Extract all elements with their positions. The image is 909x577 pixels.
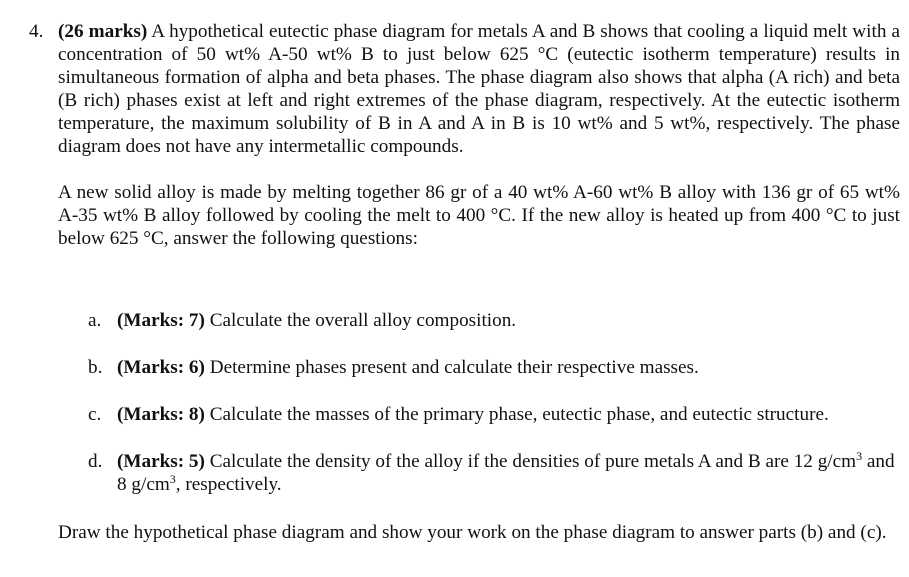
part-d — [88, 450, 900, 496]
part-d-marks: (Marks: 5) — [117, 451, 205, 472]
part-d-superscript-1: 3 — [856, 449, 863, 463]
part-d-text-middle: and 8 g/cm — [117, 451, 895, 495]
part-a-marks: (Marks: 7) — [117, 310, 205, 331]
part-a-text: Calculate the overall alloy composition. — [209, 310, 517, 331]
part-c-marks: (Marks: 8) — [117, 404, 205, 425]
part-c — [88, 403, 900, 426]
part-d-superscript-2: 3 — [169, 472, 176, 486]
part-a-letter: a. — [88, 310, 102, 331]
part-d-text-after: , respectively. — [175, 474, 282, 495]
question-body — [58, 20, 900, 250]
part-b — [88, 356, 900, 379]
intro-paragraph — [58, 20, 900, 158]
part-d-letter: d. — [88, 451, 103, 472]
closing-paragraph: Draw the hypothetical phase diagram and show your work on the phase diagram to answer parts (b) and (c). — [58, 522, 887, 543]
part-b-marks: (Marks: 6) — [117, 357, 205, 378]
alloy-paragraph: A new solid alloy is made by melting together 86 gr of a 40 wt% A-60 wt% B alloy with 136 gr of 65 wt% A-35 wt% B alloy followed by cooling the melt to 400 °C. If the new alloy is heated up from 400 °C to just below 625 °C, answer the following questions: — [58, 182, 900, 249]
question-number: 4. — [29, 21, 44, 42]
part-b-text: Determine phases present and calculate their respective masses. — [209, 357, 699, 378]
part-d-text-before: Calculate the density of the alloy if the densities of pure metals A and B are 12 g/cm — [209, 451, 857, 472]
part-a — [88, 309, 900, 332]
part-c-letter: c. — [88, 404, 102, 425]
intro-text: A hypothetical eutectic phase diagram for metals A and B shows that cooling a liquid melt with a concentration of 50 wt% A-50 wt% B to just below 625 °C (eutectic isotherm temperature) results in simultaneous formation of alpha and beta phases. The phase diagram also shows that alpha (A rich) and beta (B rich) phases exist at left and right extremes of the phase diagram, respectively. At the eutectic isotherm temperature, the maximum solubility of B in A and A in B is 10 wt% and 5 wt%, respectively. The phase diagram does not have any intermetallic compounds. — [58, 21, 900, 157]
total-marks: (26 marks) — [58, 21, 148, 42]
part-b-letter: b. — [88, 357, 103, 378]
part-c-text: Calculate the masses of the primary phase, eutectic phase, and eutectic structure. — [209, 404, 829, 425]
